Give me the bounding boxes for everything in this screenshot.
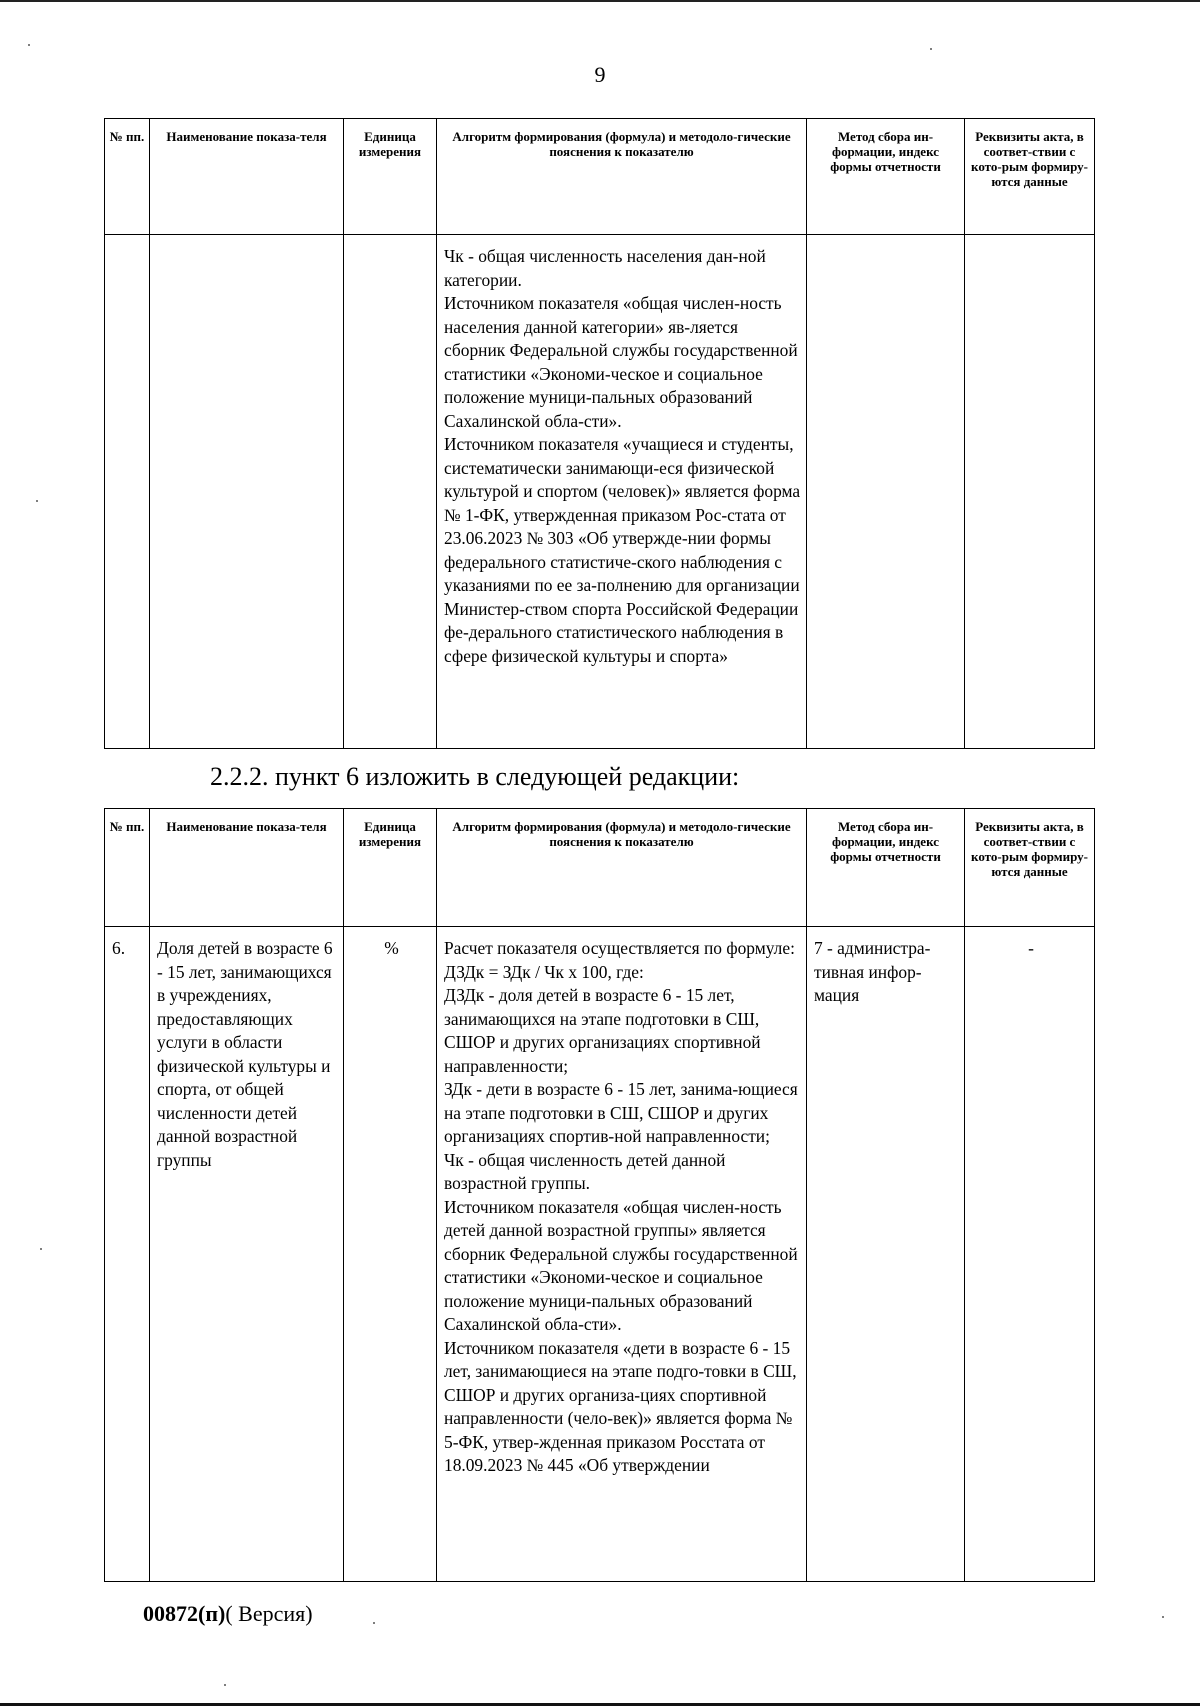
scan-speck — [36, 500, 38, 502]
header-requisites: Реквизиты акта, в соответ-ствии с кото-рым формиру-ются данные — [965, 119, 1095, 235]
document-code-number: 00872(п) — [143, 1601, 226, 1626]
header-name: Наименование показа-теля — [150, 119, 344, 235]
indicator-table-continued — [104, 118, 1095, 749]
scan-speck — [224, 1684, 226, 1686]
header-num: № пп. — [105, 809, 150, 927]
header-name: Наименование показа-теля — [150, 809, 344, 927]
scan-edge-top — [0, 0, 1200, 2]
document-version: ( Версия) — [225, 1601, 313, 1626]
row-method: 7 - администра-тивная инфор-мация — [807, 927, 965, 1582]
header-method: Метод сбора ин-формации, индекс формы отчетности — [807, 809, 965, 927]
row-method — [807, 235, 965, 749]
header-unit: Единица измерения — [344, 119, 437, 235]
header-requisites: Реквизиты акта, в соответ-ствии с кото-рым формиру-ются данные — [965, 809, 1095, 927]
row-algorithm: Расчет показателя осуществляется по формуле: ДЗДк = ЗДк / Чк х 100, где: ДЗДк - доля детей в возрасте 6 - 15 лет, занимающихся на этапе подготовки в СШ, СШОР и других организациях спортивной направленности; ЗДк - дети в возрасте 6 - 15 лет, занима-ющиеся на этапе подготовки в СШ, СШОР и других организациях спортив-ной направленности; Чк - общая численность детей данной возрастной группы. Источником показателя «общая числен-ность детей данной возрастной группы» является сборник Федеральной службы государственной статистики «Экономи-ческое и социальное положение муници-пальных образований Сахалинской обла-сти». Источником показателя «дети в возрасте 6 - 15 лет, занимающиеся на этапе подго-товки в СШ, СШОР и других организа-циях спортивной направленности (чело-век)» является форма № 5-ФК, утвер-жденная приказом Росстата от 18.09.2023 № 445 «Об утверждении — [437, 927, 807, 1582]
table-row — [105, 235, 1095, 749]
row-num: 6. — [105, 927, 150, 1582]
header-num: № пп. — [105, 119, 150, 235]
document-code — [143, 1601, 313, 1627]
header-algorithm: Алгоритм формирования (формула) и методоло-гические пояснения к показателю — [437, 119, 807, 235]
row-num — [105, 235, 150, 749]
table-header-row — [105, 809, 1095, 927]
scan-speck — [28, 44, 30, 46]
scan-speck — [1162, 1616, 1164, 1618]
row-requisites: - — [965, 927, 1095, 1582]
row-unit: % — [344, 927, 437, 1582]
scan-speck — [40, 1248, 42, 1250]
scan-edge-bottom — [0, 1703, 1200, 1706]
table-row — [105, 927, 1095, 1582]
scan-speck — [930, 48, 932, 50]
table-header-row — [105, 119, 1095, 235]
section-heading: 2.2.2. пункт 6 изложить в следующей редакции: — [210, 762, 740, 791]
row-name: Доля детей в возрасте 6 - 15 лет, занимающихся в учреждениях, предоставляющих услуги в области физической культуры и спорта, от общей численности детей данной возрастной группы — [150, 927, 344, 1582]
row-requisites — [965, 235, 1095, 749]
scan-speck — [373, 1622, 375, 1624]
header-algorithm: Алгоритм формирования (формула) и методоло-гические пояснения к показателю — [437, 809, 807, 927]
header-unit: Единица измерения — [344, 809, 437, 927]
row-algorithm: Чк - общая численность населения дан-ной категории. Источником показателя «общая числен-ность населения данной категории» яв-ляется сборник Федеральной службы государственной статистики «Экономи-ческое и социальное положение муници-пальных образований Сахалинской обла-сти». Источником показателя «учащиеся и студенты, систематически занимающи-еся физической культурой и спортом (человек)» является форма № 1-ФК, утвержденная приказом Рос-стата от 23.06.2023 № 303 «Об утвержде-нии формы федерального статистиче-ского наблюдения с указаниями по ее за-полнению для организации Министер-ством спорта Российской Федерации фе-дерального статистического наблюдения в сфере физической культуры и спорта» — [437, 235, 807, 749]
page-number: 9 — [594, 62, 606, 87]
header-method: Метод сбора ин-формации, индекс формы отчетности — [807, 119, 965, 235]
indicator-table-item-6 — [104, 808, 1095, 1582]
row-name — [150, 235, 344, 749]
row-unit — [344, 235, 437, 749]
